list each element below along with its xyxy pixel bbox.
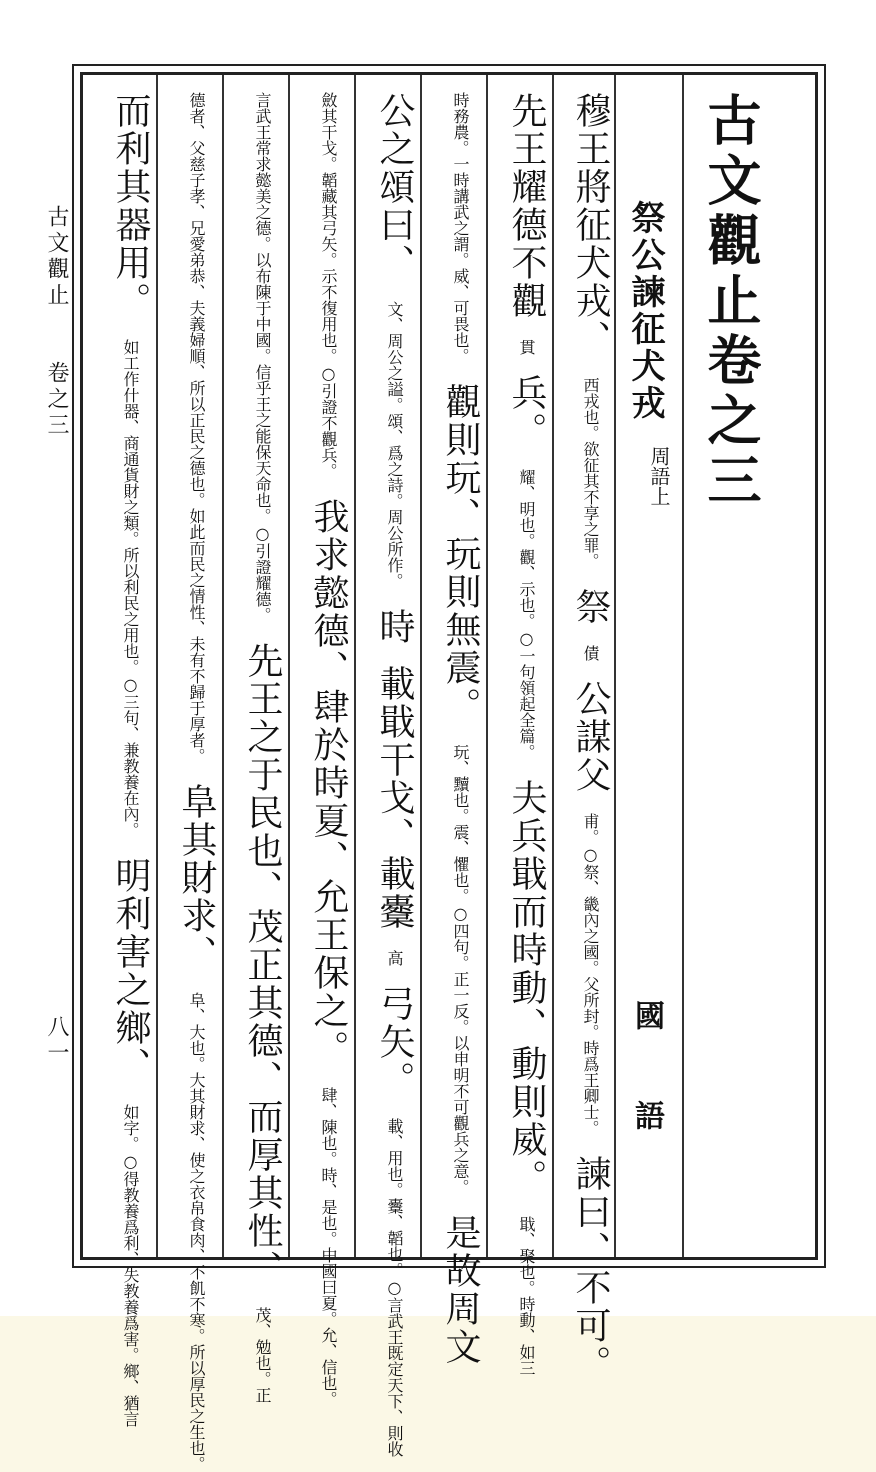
column-rule — [552, 75, 554, 1257]
main-text: 祭 — [570, 588, 611, 626]
annotation: 時務農。一時講武之謂。威、可畏也。 — [451, 92, 470, 364]
main-text: 公謀父 — [570, 680, 611, 794]
annotation: 西戎也。欲征其不享之罪。 — [581, 377, 600, 569]
column-rule — [354, 75, 356, 1257]
annotation: 斂其干戈。韜藏其弓矢。示不復用也。○引證不觀兵。 — [319, 92, 338, 479]
main-text: 明利害之鄉、 — [110, 857, 151, 1085]
main-text: 時 — [374, 608, 415, 646]
annotation: 如字。○得教養爲利、失教養爲害。鄉、猶言 — [121, 1104, 140, 1427]
column-rule — [682, 75, 684, 1257]
section-label: 國 語 — [629, 1000, 664, 1150]
main-text: 我求懿德、肆於時夏、允王保之。 — [308, 498, 349, 1068]
column-rule — [486, 75, 488, 1257]
text-column-6 — [232, 92, 283, 1403]
column-rule — [222, 75, 224, 1257]
main-text: 先王耀德不觀 — [506, 92, 547, 320]
annotation: 阜、大也。大其財求、使之衣帛食肉、不飢不寒。所以厚民之生也。 — [187, 992, 206, 1472]
chapter-source: 周語上 — [647, 446, 671, 506]
main-text: 是故周文 — [440, 1214, 481, 1366]
main-text: 而利其器用。 — [110, 92, 151, 320]
column-rule — [156, 75, 158, 1257]
main-text: 夫兵戢而時動、動則威。 — [506, 779, 547, 1197]
column-rule — [288, 75, 290, 1257]
annotation: 貫 — [517, 339, 536, 355]
main-text: 阜其財求、 — [176, 783, 217, 973]
main-text: 弓矢。 — [374, 985, 415, 1099]
book-title: 古文觀止卷之三 — [699, 92, 763, 512]
annotation: 耀、明也。觀、示也。○一句領起全篇。 — [517, 469, 536, 760]
running-title: 古文觀止 卷之三 — [44, 205, 69, 439]
annotation: 如工作什器、商通貨財之類。所以利民之用也。○三句、兼教養在內。 — [121, 339, 140, 838]
main-text: 先王之于民也、茂正其德、而厚其性、 — [242, 642, 283, 1288]
column-rule — [420, 75, 422, 1257]
main-text: 載戢干戈、載櫜 — [374, 665, 415, 931]
annotation: 言武王常求懿美之德。以布陳于中國。信乎王之能保天命也。○引證耀德。 — [253, 92, 272, 623]
text-column-8 — [98, 92, 151, 1427]
main-text: 觀則玩、玩則無震。 — [440, 383, 481, 725]
main-text: 兵。 — [506, 374, 547, 450]
annotation: 玩、黷也。震、懼也。○四句。正一反。以申明不可觀兵之意。 — [451, 744, 470, 1195]
annotation: 茂、勉也。正 — [253, 1307, 272, 1403]
text-column-1 — [560, 92, 611, 1383]
annotation: 載、用也。櫜、韜也。○言武王既定天下、則收 — [385, 1118, 404, 1457]
text-column-4 — [364, 92, 415, 1457]
annotation: 甫。○祭、畿內之國。父所封。時爲王卿士。 — [581, 813, 600, 1136]
annotation: 德者、父慈子孝、兄愛弟恭、夫義婦順、所以正民之德也。如此而民之情性、未有不歸于厚者。 — [187, 92, 206, 764]
page-number: 八一 — [44, 1015, 69, 1067]
text-column-7 — [166, 92, 217, 1472]
chapter-title: 祭公諫征犬戎 — [625, 200, 665, 422]
column-rule — [614, 75, 616, 1257]
annotation: 肆、陳也。時、是也。中國曰夏。允、信也。 — [319, 1087, 338, 1407]
text-column-3 — [430, 92, 481, 1366]
annotation: 文、周公之謚。頌、爲之詩。周公所作。 — [385, 301, 404, 589]
annotation: 債 — [581, 645, 600, 661]
annotation: 高 — [385, 950, 404, 966]
main-text: 公之頌曰、 — [374, 92, 415, 282]
main-text: 諫曰、不可。 — [570, 1155, 611, 1383]
text-column-5 — [298, 92, 349, 1407]
text-column-2 — [496, 92, 547, 1376]
annotation: 戢、聚也。時動、如三 — [517, 1216, 536, 1376]
main-text: 穆王將征犬戎、 — [570, 92, 611, 358]
